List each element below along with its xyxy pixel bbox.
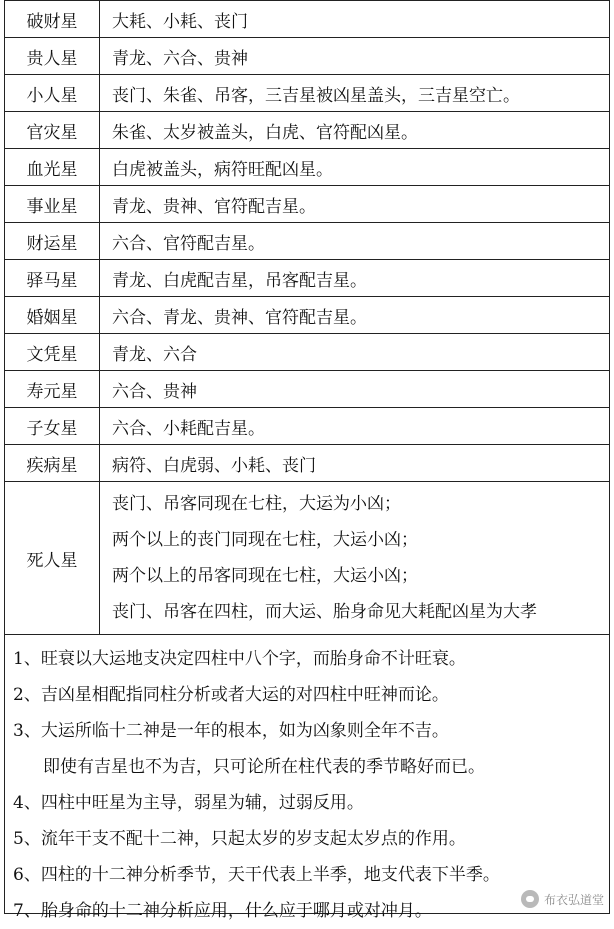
star-description-cell: 青龙、白虎配吉星，吊客配吉星。 [100,260,610,297]
note-line: 5、流年干支不配十二神，只起太岁的岁支起太岁点的作用。 [13,829,466,849]
star-description-cell: 大耗、小耗、丧门 [100,1,610,38]
star-name-cell: 官灾星 [5,112,100,149]
star-name-cell: 血光星 [5,149,100,186]
star-description-cell: 青龙、贵神、官符配吉星。 [100,186,610,223]
table-row [5,112,609,149]
star-description-cell: 病符、白虎弱、小耗、丧门 [100,445,610,482]
note-line: 4、四柱中旺星为主导，弱星为辅，过弱反用。 [13,793,364,813]
table-row [5,445,609,482]
note-line: 7、胎身命的十二神分析应用，什么应于哪月或对冲月。 [13,901,432,921]
note-line: 3、大运所临十二神是一年的根本，如为凶象则全年不吉。 [13,721,449,741]
star-name-cell: 婚姻星 [5,297,100,334]
star-description-cell: 六合、官符配吉星。 [100,223,610,260]
star-name-cell: 寿元星 [5,371,100,408]
star-name-cell: 贵人星 [5,38,100,75]
note-line: 即使有吉星也不为吉，只可论所在柱代表的季节略好而已。 [43,757,485,777]
star-description-cell: 白虎被盖头，病符旺配凶星。 [100,149,610,186]
table-row [5,334,609,371]
table-row [5,260,609,297]
star-name-cell: 疾病星 [5,445,100,482]
star-table-body [5,1,609,635]
star-table [5,1,609,635]
description-line: 丧门、吊客在四柱，而大运、胎身命见大耗配凶星为大孝 [112,602,537,622]
star-description-cell: 丧门、朱雀、吊客，三吉星被凶星盖头，三吉星空亡。 [100,75,610,112]
note-line: 1、旺衰以大运地支决定四柱中八个字，而胎身命不计旺衰。 [13,649,466,669]
table-row [5,149,609,186]
notes-section [5,635,609,929]
description-line: 两个以上的丧门同现在七柱，大运小凶； [112,530,418,550]
document-sheet [4,0,610,921]
star-name-cell: 文凭星 [5,334,100,371]
description-line: 两个以上的吊客同现在七柱，大运小凶； [112,566,418,586]
table-row [5,186,609,223]
table-row [5,371,609,408]
star-name-cell: 小人星 [5,75,100,112]
star-description-cell: 朱雀、太岁被盖头，白虎、官符配凶星。 [100,112,610,149]
star-description-cell: 青龙、六合 [100,334,610,371]
star-name-cell: 破财星 [5,1,100,38]
note-line: 2、吉凶星相配指同柱分析或者大运的对四柱中旺神而论。 [13,685,449,705]
watermark-text: 布衣弘道堂 [543,892,604,907]
star-description-cell: 六合、小耗配吉星。 [100,408,610,445]
table-row [5,38,609,75]
star-name-cell: 财运星 [5,223,100,260]
table-row [5,75,609,112]
description-line: 丧门、吊客同现在七柱，大运为小凶； [112,494,401,514]
star-description-cell: 六合、青龙、贵神、官符配吉星。 [100,297,610,334]
wechat-icon [521,890,539,908]
star-description-cell [100,482,610,635]
star-description-cell: 六合、贵神 [100,371,610,408]
table-row [5,223,609,260]
star-name-cell: 子女星 [5,408,100,445]
star-name-cell: 驿马星 [5,260,100,297]
star-description-cell: 青龙、六合、贵神 [100,38,610,75]
table-row [5,408,609,445]
star-name-cell: 事业星 [5,186,100,223]
table-row [5,297,609,334]
note-line: 6、四柱的十二神分析季节，天干代表上半季，地支代表下半季。 [13,865,500,885]
star-name-cell: 死人星 [5,482,100,635]
watermark [521,890,604,908]
table-row [5,482,609,635]
table-row [5,1,609,38]
